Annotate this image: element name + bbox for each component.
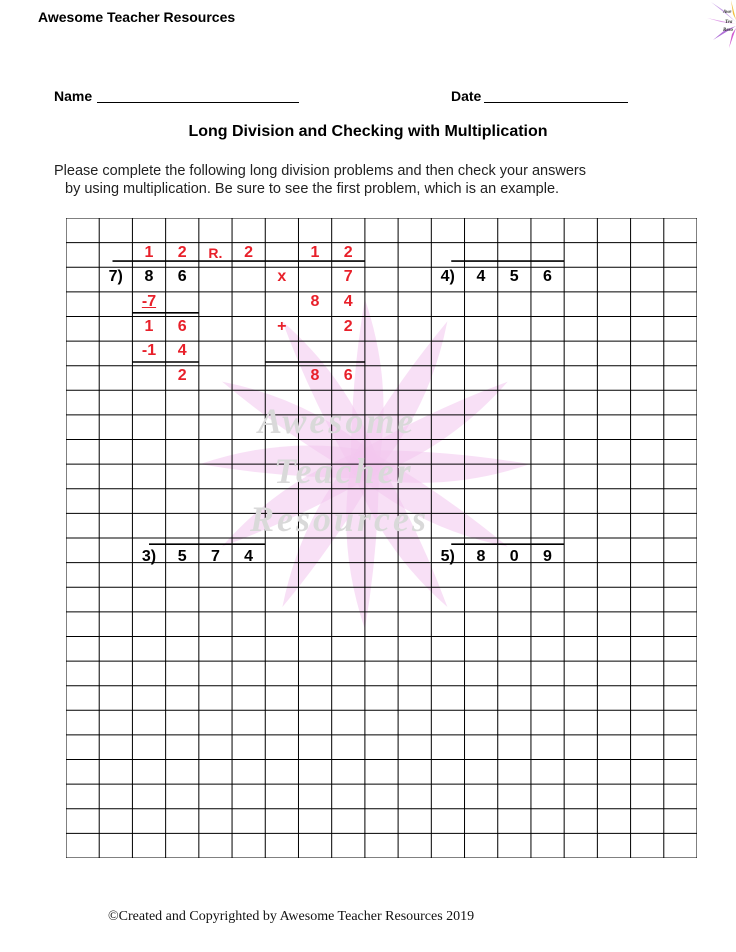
problem-5-dividend-digit-2: 0 — [509, 548, 519, 565]
example-final-remainder: 2 — [177, 366, 187, 384]
watermark-word-1: Awesome — [258, 401, 417, 441]
problem-5-dividend-digit-1: 8 — [476, 548, 486, 565]
check-factor2: 7 — [343, 268, 353, 286]
example-problem-label: 7) — [108, 268, 123, 286]
problem-5-label: 5) — [440, 548, 455, 565]
example-quotient-digit-2: 2 — [177, 243, 187, 261]
instructions-line-1: Please complete the following long division problems and then check your answers — [54, 163, 586, 179]
example-remainder-label: R. — [208, 244, 223, 261]
date-label: Date — [451, 88, 482, 104]
name-field[interactable] — [97, 102, 299, 103]
problem-4-dividend-digit-3: 6 — [542, 268, 552, 286]
example-bring-down-digit-2: 6 — [177, 317, 187, 335]
problem-4-label: 4) — [440, 268, 455, 286]
product-digit-1: 8 — [310, 293, 320, 310]
logo-text-line-3: Reso — [723, 28, 733, 33]
date-field[interactable] — [484, 102, 628, 103]
example-dividend-digit-1: 8 — [144, 268, 154, 286]
instructions-line-2: by using multiplication. Be sure to see the first problem, which is an example. — [65, 181, 560, 197]
example-dividend-digit-2: 6 — [177, 268, 187, 286]
example-bring-down-digit-1: 1 — [144, 317, 154, 335]
instructions — [54, 162, 674, 198]
name-label: Name — [54, 88, 93, 104]
example-subtract-14-digit-2: 4 — [177, 342, 187, 360]
example-remainder-value: 2 — [244, 243, 254, 261]
watermark-word-2: Teacher — [274, 451, 414, 491]
problem-3-label: 3) — [141, 548, 157, 565]
add-remainder: 2 — [343, 317, 353, 335]
problem-5-dividend-digit-3: 9 — [542, 548, 552, 565]
watermark-word-3: Resources — [250, 499, 429, 539]
page-title: Long Division and Checking with Multiplication — [188, 123, 548, 140]
worksheet-grid — [66, 218, 697, 858]
check-factor1-digit-1: 1 — [310, 243, 320, 261]
logo-text-line-1: Awe — [723, 10, 732, 15]
times-sign: x — [277, 268, 287, 286]
example-subtract-14-digit-1: -1 — [141, 342, 157, 360]
plus-sign: + — [277, 317, 287, 335]
problem-3-dividend-digit-3: 4 — [244, 548, 254, 565]
product-digit-2: 4 — [343, 293, 353, 310]
problem-4-dividend-digit-1: 4 — [476, 268, 486, 286]
result-digit-2: 6 — [343, 366, 353, 384]
problem-3-dividend-digit-1: 5 — [177, 548, 187, 565]
logo-text-line-2: Tea — [725, 20, 733, 25]
result-digit-1: 8 — [310, 366, 320, 384]
example-quotient-digit-1: 1 — [144, 243, 154, 261]
problem-4-dividend-digit-2: 5 — [509, 268, 519, 286]
example-step-subtract-7: -7 — [141, 293, 157, 310]
footer-copyright: ©Created and Copyrighted by Awesome Teacher Resources 2019 — [108, 909, 475, 924]
brand-logo — [703, 0, 736, 48]
header-brand: Awesome Teacher Resources — [38, 9, 236, 25]
problem-3-dividend-digit-2: 7 — [210, 548, 220, 565]
check-factor1-digit-2: 2 — [343, 243, 353, 261]
